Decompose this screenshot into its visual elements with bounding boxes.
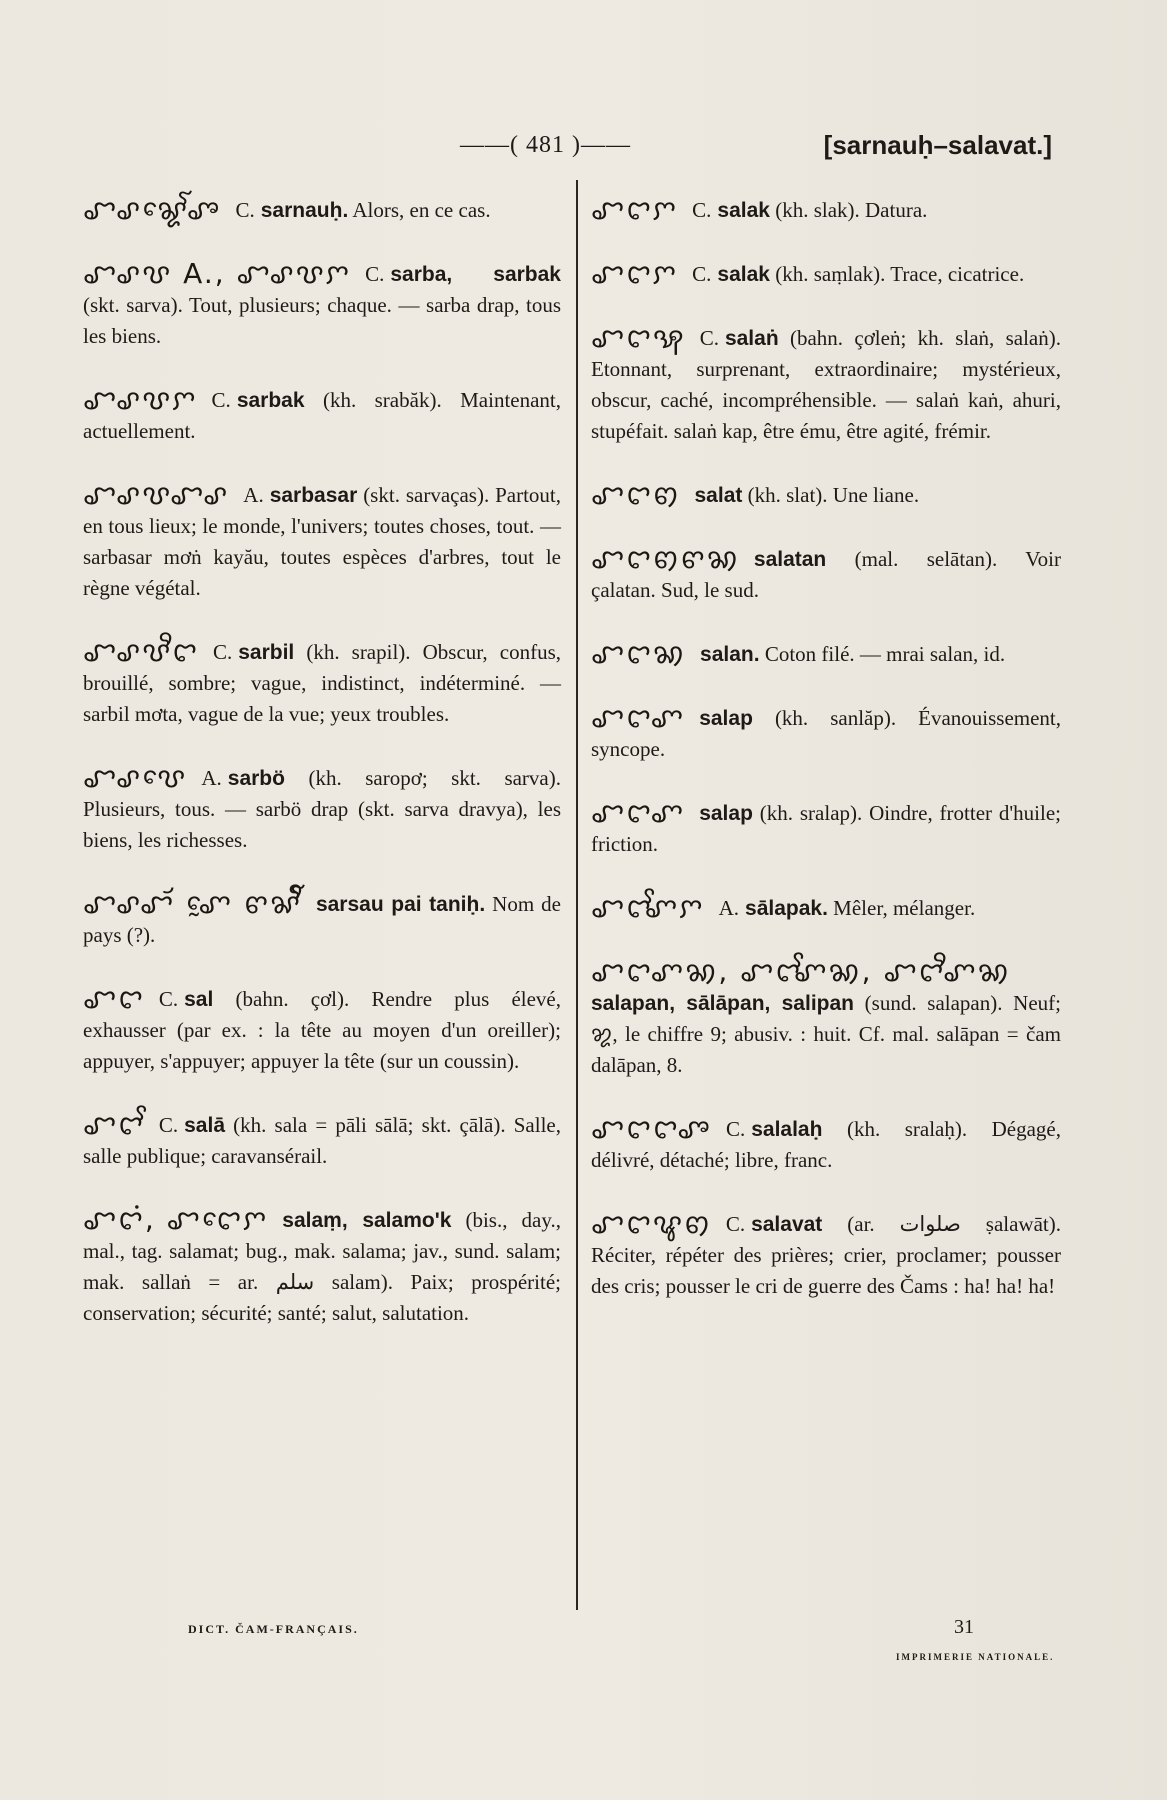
entry-source: A.	[201, 766, 222, 790]
entry-headword: sarsau pai taniḥ.	[315, 893, 486, 916]
entry-definition: (bahn. çơl). Rendre plus élevé, exhausser (par ex. : la tête au moyen d'un oreiller); appuyer, s'appuyer; appuyer la tête (sur un coussin).	[83, 987, 562, 1073]
entry-definition: (mal. selātan). Voir çalatan. Sud, le sud.	[591, 547, 1062, 602]
footer-signature: DICT. ČAM-FRANÇAIS.	[188, 1622, 359, 1636]
entry-headword: salavat	[751, 1213, 823, 1236]
cham-script-word: ꨧꨤꨥꩅ	[591, 1207, 712, 1240]
dictionary-entry	[83, 984, 561, 1077]
cham-script-word: ꨧꨤꨚꩆ, ꨧꨤꨩꨚꩆ, ꨧꨤꨪꨚꩆ	[591, 955, 1011, 988]
dictionary-entry	[591, 480, 1061, 511]
dictionary-entry	[83, 195, 561, 226]
dictionary-entry	[83, 259, 561, 352]
cham-script-word: ꨧꨤꩂ	[591, 321, 686, 354]
entry-source: C.	[212, 640, 233, 664]
dictionary-entry	[591, 1209, 1061, 1302]
cham-script-word: ꨧꨤꨩꨚꨆ	[591, 891, 705, 924]
entry-source: C.	[692, 262, 712, 286]
entry-source: C.	[211, 388, 231, 412]
entry-headword: salan.	[700, 643, 760, 666]
dictionary-entry	[591, 703, 1061, 765]
entry-headword: sarba, sarbak	[390, 263, 561, 286]
entry-definition: (bis., day., mal., tag. salamat; bug., mak. salama; jav., sund. salam; mak. sallaṅ = ar. سلم salam). Paix; prospérité; conservation; sécurité; santé; salut, salutation.	[83, 1208, 562, 1325]
entry-headword: salapan, sālāpan, salipan	[591, 992, 854, 1015]
entry-definition: (sund. salapan). Neuf; ꩘, le chiffre 9; abusiv. : huit. Cf. mal. salāpan = čam dalāpan, 8.	[591, 991, 1061, 1077]
entry-definition: Mêler, mélanger.	[833, 896, 976, 920]
footer-sheet-number: 31	[954, 1616, 974, 1638]
entry-headword: salalaḥ	[751, 1118, 823, 1141]
dictionary-entry	[83, 763, 561, 856]
dictionary-entry	[591, 259, 1061, 290]
entry-headword: salap	[699, 707, 753, 730]
cham-script-word: ꨧꨤ	[83, 982, 145, 1015]
cham-script-word: ꨧꨣꨝꨧꨣ	[83, 478, 230, 511]
entry-headword: salat	[694, 484, 743, 507]
entry-headword: sarnauḥ.	[260, 199, 349, 222]
entry-headword: sarbasar	[269, 484, 358, 507]
entry-definition: (kh. srapil). Obscur, confus, brouillé, sombre; vague, indistinct, indéterminé. — sarbil mơta, vague de la vue; yeux troubles.	[83, 640, 561, 726]
dictionary-entry	[591, 798, 1061, 860]
right-column	[591, 195, 1061, 1335]
entry-definition: (kh. slat). Une liane.	[747, 483, 920, 507]
cham-script-word: ꨧꨤꨩ	[83, 1108, 145, 1141]
entry-definition: (kh. slak). Datura.	[775, 198, 928, 222]
column-divider	[576, 180, 578, 1610]
dictionary-entry	[591, 639, 1061, 670]
entry-headword: sarbil	[238, 641, 295, 664]
entry-definition: (skt. sarva). Tout, plusieurs; chaque. — sarba drap, tous les biens.	[83, 293, 561, 348]
entry-definition: (skt. sarvaças). Partout, en tous lieux; le monde, l'univers; toutes choses, tout. — sarbasar mơṅ kayău, toutes espèces d'arbres, tout le règne végétal.	[83, 483, 562, 600]
entry-headword: salak	[717, 199, 770, 222]
entry-definition: (ar. صلوات ṣalawāt). Réciter, répéter des prières; crier, proclamer; pousser des cris; pousser le cri de guerre des Čams : ha! ha! ha!	[591, 1212, 1061, 1298]
entry-definition: (kh. sala = pāli sālā; skt. çālā). Salle, salle publique; caravansérail.	[83, 1113, 561, 1168]
dictionary-entry	[83, 385, 561, 447]
cham-script-word: ꨧꨤꨚ	[591, 796, 686, 829]
cham-script-word: ꨧꨣꨝ A., ꨧꨣꨝꨆ	[83, 257, 352, 290]
cham-script-word: ꨧꨤꩆ	[591, 637, 687, 670]
dictionary-entry	[83, 889, 561, 951]
cham-script-word: ꨧꨤꩅ	[591, 478, 681, 511]
entry-source: C.	[725, 1117, 746, 1141]
entry-headword: sarbö	[227, 767, 285, 790]
cham-script-word: ꨧꨣꨝꨆ	[83, 383, 198, 416]
cham-script-word: ꨧꨤꩌ, ꨧꨤꨯꨆ	[83, 1203, 269, 1236]
dictionary-entry	[591, 323, 1061, 447]
entry-definition: Alors, en ce cas.	[352, 198, 491, 222]
dictionary-entry	[591, 957, 1061, 1081]
dictionary-entry	[591, 893, 1061, 924]
entry-headword: salak	[717, 263, 770, 286]
entry-definition: Nom de pays (?).	[83, 892, 561, 947]
entry-headword: salap	[699, 802, 753, 825]
entry-definition: (kh. saṃlak). Trace, cicatrice.	[775, 262, 1025, 286]
entry-source: C.	[158, 987, 179, 1011]
entry-definition: (kh. srabăk). Maintenant, actuellement.	[83, 388, 562, 443]
entry-definition: (kh. sanlăp). Évanouissement, syncope.	[591, 706, 1062, 761]
entry-source: C.	[699, 326, 719, 350]
entry-definition: (bahn. çơleṅ; kh. slaṅ, salaṅ). Etonnant, surprenant, extraordinaire; mystérieux, obscur, caché, incompréhensible. — salaṅ kaṅ, ahuri, stupéfait. salaṅ kap, être ému, être agité, frémir.	[591, 326, 1061, 443]
entry-definition: (kh. saropơ; skt. sarva). Plusieurs, tous. — sarbö drap (skt. sarva dravya), les biens, les richesses.	[83, 766, 561, 852]
dictionary-entry	[83, 1110, 561, 1172]
entry-source: C.	[365, 262, 385, 286]
dictionary-entry	[83, 637, 561, 730]
entry-source: C.	[235, 198, 255, 222]
dictionary-entry	[83, 1205, 561, 1329]
entry-definition: Coton filé. — mrai salan, id.	[764, 642, 1006, 666]
entry-source: C.	[158, 1113, 179, 1137]
running-head: [sarnauḥ–salavat.]	[823, 130, 1052, 160]
entry-definition: (kh. sralaḥ). Dégagé, délivré, détaché; libre, franc.	[591, 1117, 1061, 1172]
dictionary-entry	[83, 480, 561, 604]
dictionary-entry	[591, 195, 1061, 226]
page-number: ——( 481 )——	[460, 132, 631, 158]
cham-script-word: ꨧꨤꨚ	[591, 701, 686, 734]
cham-script-word: ꨧꨤꨤꨨ	[591, 1112, 712, 1145]
left-column	[83, 195, 561, 1362]
entry-headword: salā	[184, 1114, 225, 1137]
entry-definition: (kh. sralap). Oindre, frotter d'huile; friction.	[591, 801, 1062, 856]
entry-headword: salaṃ, salamo'k	[282, 1209, 452, 1232]
page-header	[460, 130, 1060, 170]
cham-script-word: ꨧꨣꨝꨯ	[83, 761, 188, 794]
cham-script-word: ꨧꨤꨆ	[591, 193, 679, 226]
cham-script-word: ꨧꨤꨆ	[591, 257, 679, 290]
entry-headword: sarbak	[236, 389, 305, 412]
dictionary-entry	[591, 544, 1061, 606]
cham-script-word: ꨧꨣꨧꨮ ꨚꨰ ꨓꨗꨪꨱ	[83, 887, 302, 920]
entry-headword: salaṅ	[724, 327, 779, 350]
entry-source: C.	[692, 198, 712, 222]
cham-script-word: ꨧꨤꩅꨓꩆ	[591, 542, 740, 575]
cham-script-word: ꨧꨣꨘꨯꨱꨨ	[83, 193, 222, 226]
dictionary-entry	[591, 1114, 1061, 1176]
entry-headword: salatan	[753, 548, 827, 571]
entry-headword: sal	[184, 988, 214, 1011]
entry-source: C.	[725, 1212, 746, 1236]
entry-source: A.	[718, 896, 740, 920]
entry-source: A.	[243, 483, 264, 507]
footer-printer: IMPRIMERIE NATIONALE.	[896, 1652, 1055, 1662]
entry-headword: sālapak.	[745, 897, 828, 920]
cham-script-word: ꨧꨣꨝꨪꨤ	[83, 635, 199, 668]
